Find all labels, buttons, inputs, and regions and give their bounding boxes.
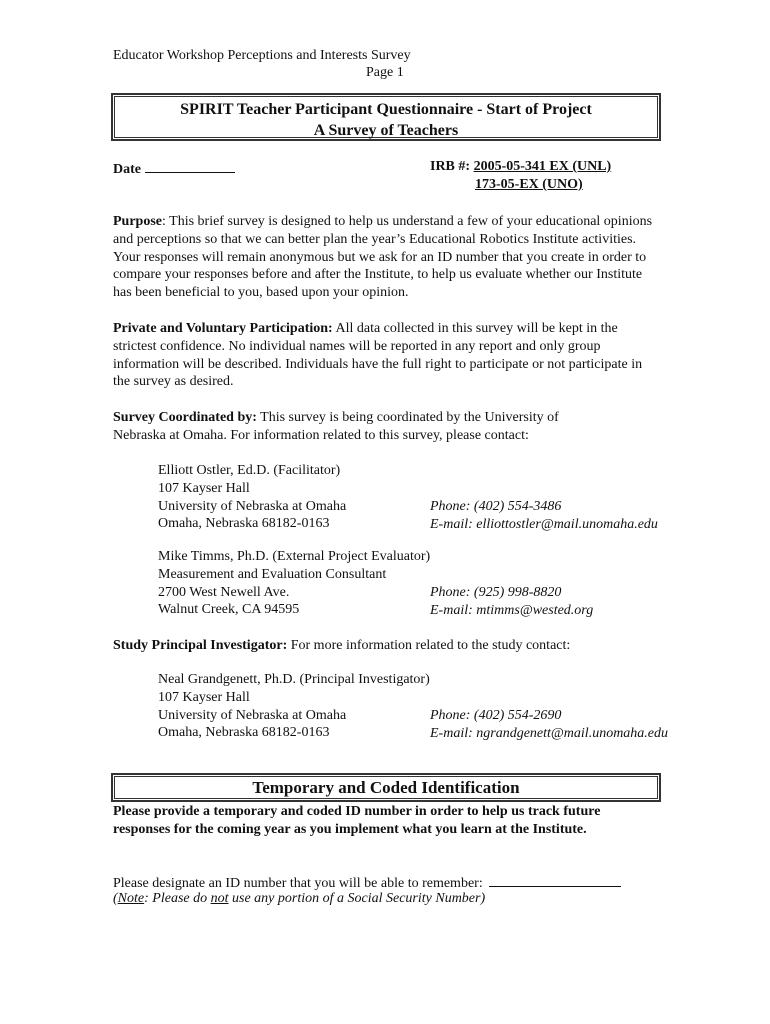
id-number-blank[interactable] xyxy=(489,873,621,887)
purpose-paragraph xyxy=(113,213,658,302)
contact-ostler-email[interactable]: E-mail: elliottostler@mail.unomaha.edu xyxy=(430,517,658,532)
privacy-paragraph xyxy=(113,320,658,391)
coordinated-paragraph xyxy=(113,409,613,445)
note-end: use any portion of a Social Security Number) xyxy=(228,891,486,906)
contact-line: Measurement and Evaluation Consultant xyxy=(158,566,387,582)
questionnaire-title: SPIRIT Teacher Participant Questionnaire - Start of Project xyxy=(180,101,592,118)
note-word: Note xyxy=(117,891,145,906)
contact-line: Elliott Ostler, Ed.D. (Facilitator) xyxy=(158,463,341,478)
coordinated-label: Survey Coordinated by: xyxy=(113,410,257,425)
irb-number-uno: 173-05-EX (UNO) xyxy=(475,177,583,192)
contact-grandgenett xyxy=(158,671,430,742)
temp-id-instructions: Please provide a temporary and coded ID number in order to help us track future responses for the coming year as you implement what you learn at the Institute. xyxy=(113,804,601,837)
contact-ostler xyxy=(158,462,346,533)
irb-number-unl: 2005-05-341 EX (UNL) xyxy=(473,159,612,174)
note-paren: ( xyxy=(113,891,118,906)
investigator-paragraph xyxy=(113,638,570,654)
id-number-field[interactable] xyxy=(113,873,621,892)
questionnaire-subtitle: A Survey of Teachers xyxy=(313,122,459,139)
coordinated-text: This survey is being coordinated by the University of Nebraska at Omaha. For information related to this survey, please contact: xyxy=(113,410,559,443)
contact-timms-email[interactable]: E-mail: mtimms@wested.org xyxy=(430,603,594,618)
contact-line: Omaha, Nebraska 68182-0163 xyxy=(158,725,330,741)
contact-grandgenett-phone: Phone: (402) 554-2690 xyxy=(430,708,562,723)
survey-name-header: Educator Workshop Perceptions and Interests Survey xyxy=(113,48,411,63)
date-blank[interactable] xyxy=(145,159,235,173)
contact-line: Mike Timms, Ph.D. (External Project Evaluator) xyxy=(158,549,431,564)
date-label: Date xyxy=(113,162,141,177)
contact-line: University of Nebraska at Omaha xyxy=(158,707,347,723)
contact-timms-phone: Phone: (925) 998-8820 xyxy=(430,585,562,600)
contact-timms xyxy=(158,548,430,619)
contact-line: Omaha, Nebraska 68182-0163 xyxy=(158,516,330,532)
contact-line: 2700 West Newell Ave. xyxy=(158,584,290,600)
date-field[interactable] xyxy=(113,159,235,178)
irb-number xyxy=(430,159,611,175)
contact-line: 107 Kayser Hall xyxy=(158,689,250,705)
purpose-label: Purpose xyxy=(113,214,162,229)
note-middle: : Please do xyxy=(144,891,211,906)
page-number: Page 1 xyxy=(366,65,404,80)
contact-line: 107 Kayser Hall xyxy=(158,480,250,496)
investigator-text: For more information related to the study contact: xyxy=(287,638,571,653)
contact-line: Neal Grandgenett, Ph.D. (Principal Investigator) xyxy=(158,672,430,687)
privacy-text: All data collected in this survey will be kept in the strictest confidence. No individual names will be reported in any report and only group information will be described. Individuals have the full right to participate or not participate in the survey as desired. xyxy=(113,321,643,390)
purpose-text: : This brief survey is designed to help us understand a few of your educational opinions and perceptions so that we can better plan the year’s Educational Robotics Institute activities. Your responses will remain anonymous but we ask for an ID number that you create in order to compare your responses before and after the Institute, to help us evaluate whether our Institute has been beneficial to you, based upon your opinion. xyxy=(113,214,653,301)
investigator-label: Study Principal Investigator: xyxy=(113,638,288,653)
privacy-label: Private and Voluntary Participation: xyxy=(113,321,333,336)
temp-id-heading: Temporary and Coded Identification xyxy=(111,773,661,802)
contact-line: University of Nebraska at Omaha xyxy=(158,498,347,514)
ssn-note xyxy=(113,891,485,907)
note-not: not xyxy=(210,891,229,906)
contact-line: Walnut Creek, CA 94595 xyxy=(158,602,300,618)
title-box xyxy=(111,93,661,141)
contact-ostler-phone: Phone: (402) 554-3486 xyxy=(430,499,562,514)
contact-grandgenett-email[interactable]: E-mail: ngrandgenett@mail.unomaha.edu xyxy=(430,726,669,741)
irb-label: IRB #: xyxy=(430,159,471,174)
id-number-prompt: Please designate an ID number that you will be able to remember: xyxy=(113,876,483,891)
